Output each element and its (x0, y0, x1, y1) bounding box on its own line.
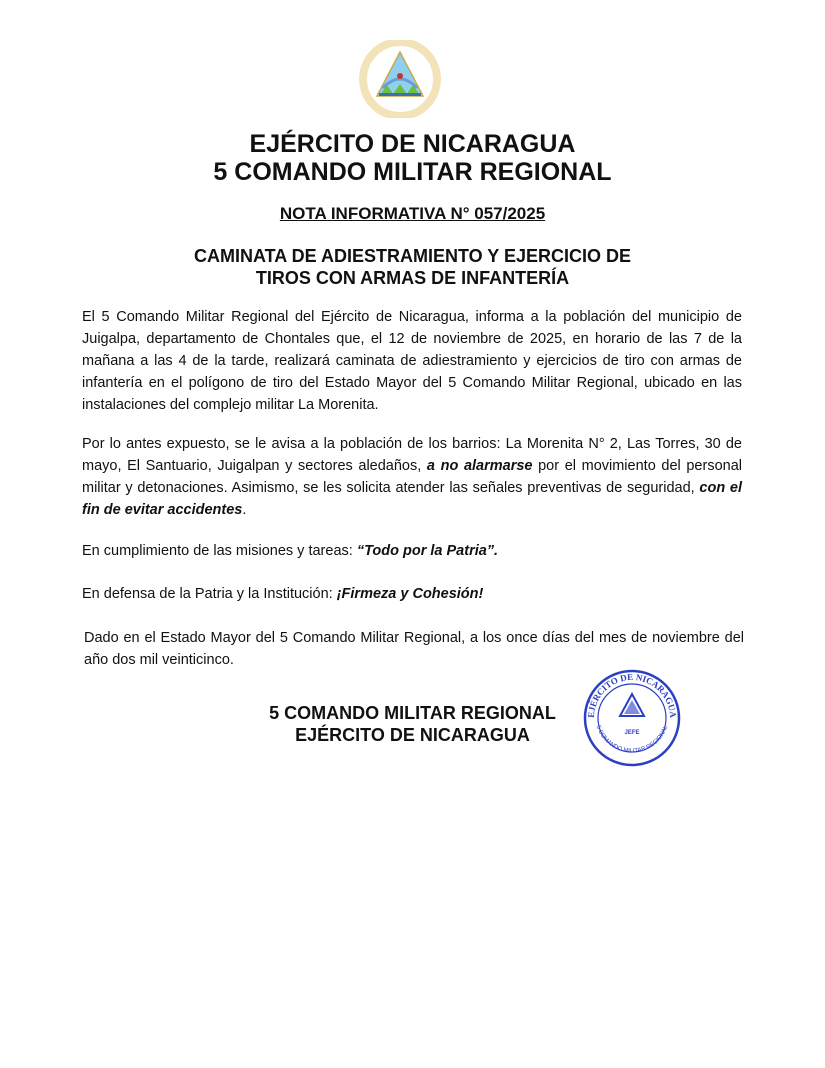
page-title (0, 130, 825, 186)
paragraph-5: Dado en el Estado Mayor del 5 Comando Militar Regional, a los once días del mes de noviembre del año dos mil veinticinco. (84, 630, 744, 668)
paragraph-1: El 5 Comando Militar Regional del Ejército de Nicaragua, informa a la población del municipio de Juigalpa, departamento de Chontales que, el 12 de noviembre de 2025, en horario de las 7 de la mañana a las 4 de la tarde, realizará caminata de adiestramiento y ejercicios de tiro con armas de infantería en el polígono de tiro del Estado Mayor del 5 Comando Militar Regional, ubicado en las instalaciones del complejo militar La Morenita. (82, 309, 742, 413)
coat-of-arms-icon (357, 40, 443, 118)
svg-text:EJÉRCITO DE NICARAGUA: EJÉRCITO DE NICARAGUA (585, 671, 679, 719)
title-line-1: EJÉRCITO DE NICARAGUA (249, 130, 576, 158)
subtitle (0, 245, 825, 289)
p2-emphasis-1: a no alarmarse (426, 458, 533, 474)
signature-line-2: EJÉRCITO DE NICARAGUA (295, 725, 530, 745)
p4-motto: ¡Firmeza y Cohesión! (336, 586, 484, 602)
paragraph-3 (82, 540, 742, 562)
nota-number: NOTA INFORMATIVA N° 057/2025 (279, 204, 546, 223)
p3-text: En cumplimiento de las misiones y tareas: (82, 543, 357, 559)
signature-block (240, 702, 585, 746)
paragraph-2 (82, 433, 742, 521)
p2-emphasis-2: con el fin de evitar accidentes (82, 480, 742, 518)
paragraph-4 (82, 583, 742, 605)
p2-text: Por lo antes expuesto, se le avisa a la población de los barrios: La Morenita N° 2, Las Torres, 30 de mayo, El Santuario, Juigalpan y sectores aledaños, (82, 436, 742, 474)
p3-motto: “Todo por la Patria”. (356, 543, 499, 559)
svg-text:JEFE: JEFE (624, 730, 640, 736)
subtitle-line-1: CAMINATA DE ADIESTRAMIENTO Y EJERCICIO DE (193, 246, 632, 266)
signature-line-1: 5 COMANDO MILITAR REGIONAL (269, 703, 556, 723)
p2-end: . (242, 502, 247, 518)
title-line-2: 5 COMANDO MILITAR REGIONAL (213, 158, 612, 186)
p2-text-2: por el movimiento del personal militar y detonaciones. Asimismo, se les solicita atender las señales preventivas de seguridad, (82, 458, 742, 496)
official-seal-icon (580, 668, 684, 768)
svg-text:5 COMANDO MILITAR REGIONAL: 5 COMANDO MILITAR REGIONAL (594, 724, 670, 755)
p4-text: En defensa de la Patria y la Institución: (82, 586, 337, 602)
subtitle-line-2: TIROS CON ARMAS DE INFANTERÍA (255, 268, 570, 288)
